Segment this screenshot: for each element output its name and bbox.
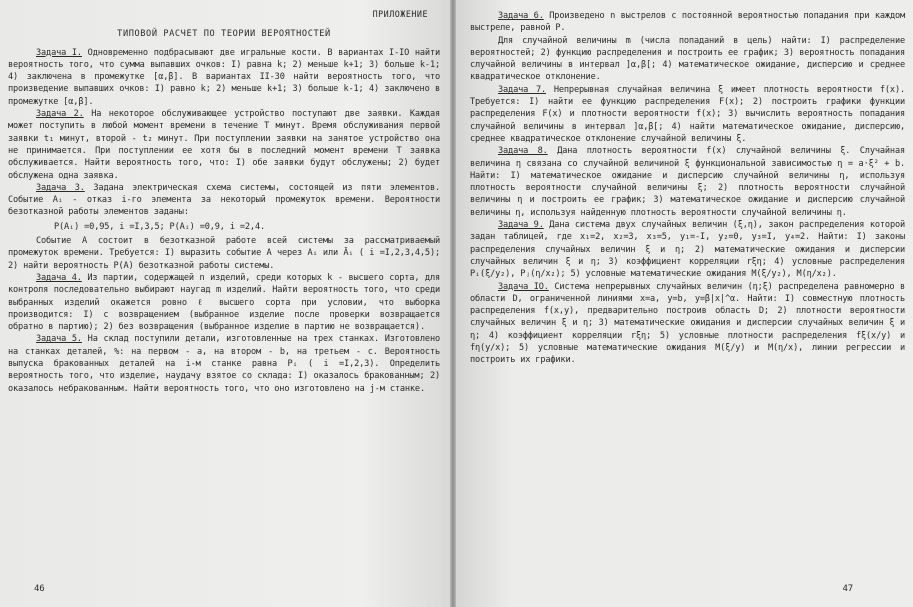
task-3-continued [8, 235, 440, 272]
page-title: ТИПОВОЙ РАСЧЕТ ПО ТЕОРИИ ВЕРОЯТНОСТЕЙ [117, 29, 331, 40]
task-8-label: Задача 8. [498, 146, 548, 157]
left-page [0, 0, 450, 607]
task-5-text: На склад поступили детали, изготовленные на трех станках. Изготовлено на станках деталей, %: на первом - a, на втором - b, на третьем - c. Вероятность выпуска бракованных деталей на i-м станке равна Pᵢ ( i =I,2,3). Определить вероятность того, что изделие, наудачу взятое со склада: I) оказалось бракованным; 2) оказалось небракованным. Найти вероятность того, что оно изготовлено на j-м станке. [8, 334, 440, 394]
task-7-label: Задача 7. [498, 84, 547, 95]
task-10-text: Система непрерывных случайных величин (η;ξ) распределена равномерно в области D, ограниченной линиями x=a, y=b, y=β|x|^α. Найти: I) совместную плотность распределения f(x,y), предварительно построив область D; 2) плотности вероятности случайных величин ξ и η; 3) математические ожидания и дисперсии случайных величин ξ и η; 4) коэффициент корреляции rξη; 5) условные плотности распределения fξ(x/y) и fη(y/x); 5) условные математические ожидания M(ξ/y) и M(η/x), линии регрессии и построить их графики. [470, 281, 905, 366]
task-8-text: Дана плотность вероятности f(x) случайной величины ξ. Случайная величина η связана со случайной величиной ξ функциональной зависимостью η = a·ξ² + b. Найти: I) математическое ожидание и дисперсию случайной величины η, используя плотность вероятности случайной величины ξ; 2) плотность вероятности случайной величины η и построить ее график; 3) математическое ожидание и дисперсию случайной величины η, используя найденную плотность вероятности случайной величины η. [470, 146, 905, 218]
task-9-text: Дана система двух случайных величин (ξ,η), закон распределения которой задан таблицей, где x₁=2, x₂=3, x₃=5, y₁=-I, y₂=0, y₃=I, y₄=2. Найти: I) законы распределения случайных величин ξ и η; 2) математические ожидания и дисперсии случайных величин ξ и η; 3) коэффициент корреляции rξη; 4) условные распределения Pᵢ(ξ/y₂), Pⱼ(η/x₂); 5) условные математические ожидания M(ξ/y₂), M(η/x₂). [470, 220, 906, 280]
task-8 [470, 145, 905, 219]
task-1-text: Одновременно подбрасывают две игральные кости. В вариантах I-IO найти вероятность того, что сумма выпавших очков: I) равна k; 2) меньше k+1; 3) больше k-1; 4) заключена в промежутке [α,β]. В вариантах II-30 найти вероятность того, что произведение выпавших очков: I) равно k; 2) меньше k+1; 3) больше k-1; 4) заключено в промежутке [α,β]. [8, 47, 440, 107]
task-3-formula: P(Aᵢ) =0,95, i =I,3,5; P(Aᵢ) =0,9, i =2,4. [54, 221, 266, 232]
task-3-text: Задана электрическая схема системы, состоящей из пяти элементов. Событие Aᵢ - отказ i-го элемента за некоторый промежуток времени. Вероятности безотказной работы элементов заданы: [8, 182, 440, 218]
task-6 [470, 10, 905, 35]
task-6-label: Задача 6. [498, 11, 544, 21]
task-3-label: Задача 3. [36, 182, 85, 193]
task-4-label: Задача 4. [36, 272, 82, 283]
task-3-text-2: Событие A состоит в безотказной работе всей системы за рассматриваемый промежуток времени. Требуется: I) выразить событие A через Aᵢ или Āᵢ ( i =I,2,3,4,5); 2) найти вероятность P(A) безотказной работы системы. [8, 236, 440, 271]
task-4 [8, 272, 440, 333]
task-9-label: Задача 9. [498, 220, 544, 231]
task-5-label: Задача 5. [36, 334, 82, 345]
task-5 [8, 333, 440, 394]
task-3 [8, 182, 440, 233]
task-9 [470, 219, 905, 280]
task-4-text: Из партии, содержащей n изделий, среди которых k - высшего сорта, для контроля последовательно выбирают наугад m изделий. Найти вероятность того, что среди выбранных изделий окажется ровно ℓ высшего сорта при условии, что выборка производится: I) с возвращением (выбранное изделие после проверки возвращается обратно в партию); 2) без возвращения (выбранное изделие в партию не возвращается). [8, 272, 440, 333]
right-page [456, 0, 913, 607]
task-7 [470, 84, 905, 145]
task-10 [470, 281, 905, 367]
task-6-continued [470, 35, 905, 84]
task-2-text: На некоторое обслуживающее устройство поступают две заявки. Каждая может поступить в любой момент времени в течение T минут. Время обслуживания первой заявки t₁ минут, второй - t₂ минут. При поступлении заявки на занятое устройство она не принимается. При поступлении ее хотя бы в последний момент времени T заявка обслуживается. Найти вероятность того, что: I) обе заявки будут обслужены; 2) будет обслужена одна заявка. [8, 109, 441, 181]
task-6-text: Произведено n выстрелов с постоянной вероятностью попадания при каждом выстреле, равной P. [470, 11, 906, 34]
task-10-label: Задача IO. [498, 281, 549, 292]
page-header: ПРИЛОЖЕНИЕ [372, 9, 428, 19]
task-6-text-2: Для случайной величины m (числа попаданий в цель) найти: I) распределение вероятностей; 2) функцию распределения и построить ее график; 3) вероятность попадания случайной величины в интервал ]α,β[; 4) математическое ожидание, дисперсию и среднее квадратическое отклонение. [470, 35, 905, 83]
task-2-label: Задача 2. [36, 109, 84, 120]
task-7-text: Непрерывная случайная величина ξ имеет плотность вероятности f(x). Требуется: I) найти ее функцию распределения F(x); 2) построить графики функции распределения F(x) и плотности вероятности f(x); 3) вычислить вероятность попадания случайной величины в интервал ]α,β[; 4) найти математическое ожидание, дисперсию, среднее квадратическое отклонение случайной величины ξ. [470, 84, 905, 144]
task-1-label: Задача I. [36, 47, 82, 58]
task-1 [8, 47, 440, 108]
page-number-left: 46 [34, 583, 45, 594]
task-2 [8, 108, 440, 182]
page-number-right: 47 [842, 583, 853, 594]
